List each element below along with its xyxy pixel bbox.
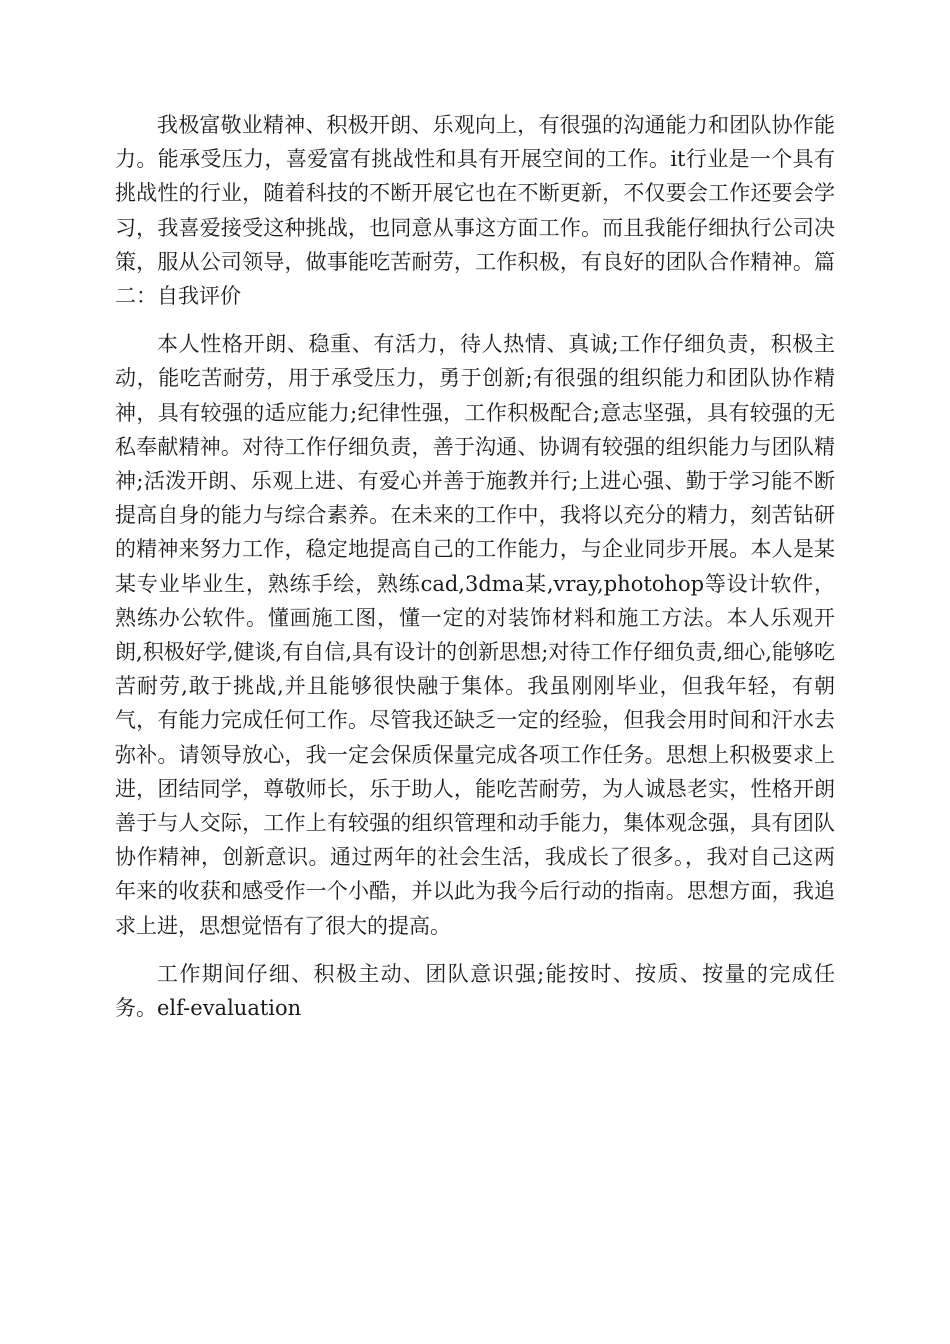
paragraph-3: 工作期间仔细、积极主动、团队意识强;能按时、按质、按量的完成任务。elf-evaluation	[115, 961, 835, 1021]
paragraph-1: 我极富敬业精神、积极开朗、乐观向上，有很强的沟通能力和团队协作能力。能承受压力，喜爱富有挑战性和具有开展空间的工作。it行业是一个具有挑战性的行业，随着科技的不断开展它也在不断更新，不仅要会工作还要会学习，我喜爱接受这种挑战，也同意从事这方面工作。而且我能仔细执行公司决策，服从公司领导，做事能吃苦耐劳，工作积极，有良好的团队合作精神。篇二：自我评价	[115, 113, 835, 309]
paragraph-2: 本人性格开朗、稳重、有活力，待人热情、真诚;工作仔细负责，积极主动，能吃苦耐劳，用于承受压力，勇于创新;有很强的组织能力和团队协作精神，具有较强的适应能力;纪律性强，工作积极配合;意志坚强，具有较强的无私奉献精神。对待工作仔细负责，善于沟通、协调有较强的组织能力与团队精神;活泼开朗、乐观上进、有爱心并善于施教并行;上进心强、勤于学习能不断提高自身的能力与综合素养。在未来的工作中，我将以充分的精力，刻苦钻研的精神来努力工作，稳定地提高自己的工作能力，与企业同步开展。本人是某某专业毕业生，熟练手绘，熟练cad,3dma某,vray,photohop等设计软件，熟练办公软件。懂画施工图，懂一定的对装饰材料和施工方法。本人乐观开朗,积极好学,健谈,有自信,具有设计的创新思想;对待工作仔细负责,细心,能够吃苦耐劳,敢于挑战,并且能够很快融于集体。我虽刚刚毕业，但我年轻，有朝气，有能力完成任何工作。尽管我还缺乏一定的经验，但我会用时间和汗水去弥补。请领导放心，我一定会保质保量完成各项工作任务。思想上积极要求上进，团结同学，尊敬师长，乐于助人，能吃苦耐劳，为人诚恳老实，性格开朗善于与人交际，工作上有较强的组织管理和动手能力，集体观念强，具有团队协作精神，创新意识。通过两年的社会生活，我成长了很多。，我对自己这两年来的收获和感受作一个小酷，并以此为我今后行动的指南。思想方面，我追求上进，思想觉悟有了很大的提高。	[115, 332, 835, 938]
document-body	[115, 108, 835, 1025]
